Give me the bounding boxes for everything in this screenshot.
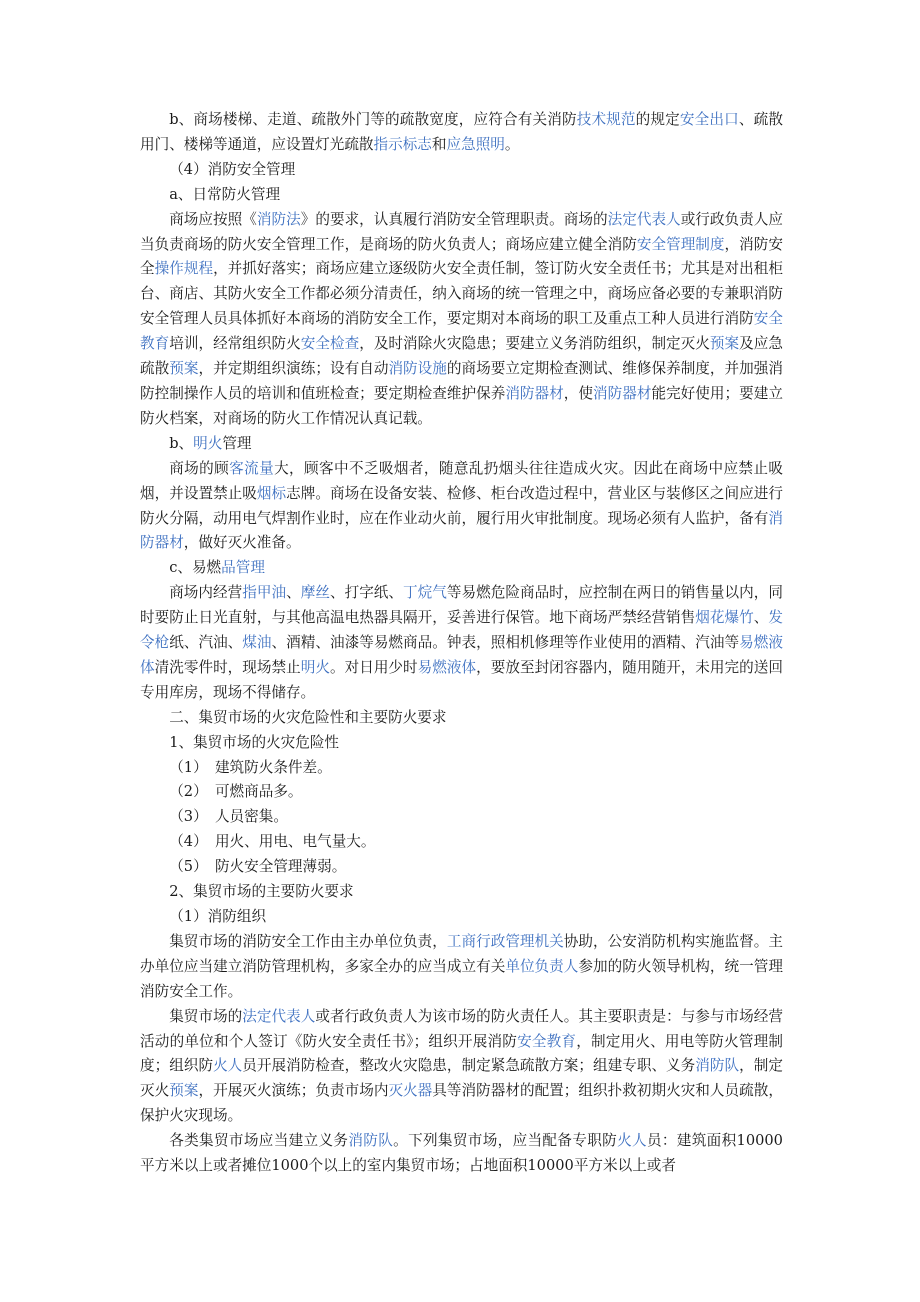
- text-run: 或者行政负责人为该市场的防火责任人。其主要职责是：与参与市场经营活动的单位和个人签订《防火安全责任书》；组织开展消防: [140, 1007, 783, 1050]
- text-run: 的规定: [635, 111, 680, 128]
- text-run: （5） 防火安全管理薄弱。: [169, 858, 347, 876]
- text-run: 具等消防器材的配置；组织扑救初期火灾和人员疏散，保护火灾现场。: [140, 1082, 783, 1125]
- text-run: 管理: [222, 434, 252, 452]
- text-run: 或行政负责人应当负责商场的防火安全管理工作，是商场的防火负责人；商场应建立健全消防: [140, 210, 783, 253]
- text-run: 纸、汽油、: [169, 634, 243, 652]
- text-run: 》的要求，认真履行消防安全管理职责。商场的: [300, 210, 608, 228]
- text-run: 商场应按照《: [169, 210, 257, 228]
- text-run: 大，顾客中不乏吸烟者，随意乱扔烟头往往造成火灾。因此在商场中应禁止吸烟，并设置禁止吸: [140, 459, 783, 502]
- hyperlink[interactable]: 明火: [193, 434, 223, 452]
- text-run: ，消防安全: [140, 235, 783, 278]
- hyperlink[interactable]: 消防队: [348, 1132, 394, 1150]
- text-run: ，做好灭火准备。: [183, 534, 301, 552]
- hyperlink[interactable]: 单位负责人: [505, 957, 579, 975]
- text-run: c、易燃: [169, 559, 222, 577]
- hyperlink[interactable]: 明火: [300, 658, 330, 676]
- text-run: ，制定灭火: [140, 1057, 783, 1100]
- text-run: （2） 可燃商品多。: [169, 783, 303, 801]
- text-run: 。下列集贸市场，应当配备专职防: [393, 1132, 618, 1150]
- text-run: 能完好使用；要建立防火档案，对商场的防火工作情况认真记载。: [140, 384, 783, 427]
- hyperlink[interactable]: 法定代表人: [242, 1007, 316, 1025]
- text-run: 。: [504, 135, 520, 153]
- text-run: 、: [753, 609, 769, 627]
- paragraph: [140, 731, 783, 756]
- text-run: 集贸市场的: [169, 1007, 243, 1025]
- hyperlink[interactable]: 消防器材: [505, 384, 564, 402]
- hyperlink[interactable]: 安全教育: [140, 310, 783, 353]
- hyperlink[interactable]: 安全出口: [679, 111, 739, 128]
- document-page: [140, 108, 783, 1179]
- text-run: 、打字纸、: [329, 584, 404, 602]
- hyperlink[interactable]: 易燃液体: [140, 634, 783, 676]
- hyperlink[interactable]: 烟花爆竹: [695, 609, 754, 627]
- text-run: ，开展灭火演练；负责市场内: [198, 1082, 389, 1100]
- text-run: （1） 建筑防火条件差。: [169, 758, 332, 776]
- text-run: 商场的顾: [169, 459, 230, 477]
- paragraph: [140, 208, 783, 432]
- text-run: 清洗零件时，现场禁止: [154, 658, 301, 676]
- text-run: ，使: [563, 384, 593, 402]
- text-run: 的商场要立定期检查测试、维修保养制度，并加强消防控制操作人员的培训和值班检查；要定期检查维护保养: [140, 360, 783, 402]
- hyperlink[interactable]: 指甲油: [242, 584, 287, 602]
- paragraph: [140, 108, 783, 158]
- hyperlink[interactable]: 安全管理制度: [636, 235, 725, 253]
- hyperlink[interactable]: 发令枪: [140, 609, 783, 652]
- text-run: 2、集贸市场的主要防火要求: [169, 883, 354, 901]
- text-run: 和: [431, 135, 447, 153]
- hyperlink[interactable]: 消防设施: [388, 360, 447, 378]
- hyperlink[interactable]: 摩丝: [300, 584, 330, 602]
- text-run: （3） 人员密集。: [169, 808, 288, 826]
- paragraph: [140, 556, 783, 581]
- text-run: 参加的防火领导机构，统一管理消防安全工作。: [140, 957, 783, 1000]
- hyperlink[interactable]: 操作规程: [154, 260, 214, 278]
- hyperlink[interactable]: 技术规范: [576, 111, 636, 128]
- hyperlink[interactable]: 客流量: [229, 459, 275, 477]
- text-run: 员：建筑面积10000平方米以上或者摊位1000个以上的室内集贸市场；占地面积10000平方米以上或者: [140, 1132, 783, 1175]
- hyperlink[interactable]: 灭火器: [388, 1082, 433, 1100]
- text-run: 、疏散用门、楼梯等通道，应设置灯光疏散: [140, 111, 783, 153]
- text-run: 、: [286, 584, 301, 602]
- hyperlink[interactable]: 消防器材: [140, 509, 783, 552]
- hyperlink[interactable]: 煤油: [242, 634, 272, 652]
- hyperlink[interactable]: 丁烷气: [403, 584, 447, 602]
- paragraph: [140, 183, 783, 208]
- text-run: 、酒精、油漆等易燃商品。钟表，照相机修理等作业使用的酒精、汽油等: [271, 634, 740, 652]
- hyperlink[interactable]: 预案: [169, 360, 199, 378]
- text-run: ，制定用火、用电等防火管理制度；组织防: [140, 1032, 783, 1075]
- text-run: 培训，经常组织防火: [169, 335, 301, 353]
- hyperlink[interactable]: 指示标志: [373, 135, 432, 153]
- text-run: ，并定期组织演练；设有自动: [198, 360, 389, 378]
- paragraph: [140, 855, 783, 880]
- hyperlink[interactable]: 消防法: [256, 210, 301, 228]
- text-run: 志牌。商场在设备安装、检修、柜台改造过程中，营业区与装修区之间应进行防火分隔，动用电气焊割作业时，应在作业动火前，履行用火审批制度。现场必须有人监护，备有: [140, 484, 783, 527]
- paragraph: [140, 805, 783, 830]
- hyperlink[interactable]: 易燃液体: [417, 658, 477, 676]
- text-run: （1）消防组织: [169, 908, 267, 925]
- text-run: b、: [169, 434, 194, 452]
- text-run: 1、集贸市场的火灾危险性: [169, 733, 340, 751]
- hyperlink[interactable]: 法定代表人: [607, 210, 681, 228]
- hyperlink[interactable]: 安全教育: [517, 1032, 577, 1050]
- text-run: 等易燃危险商品时，应控制在两日的销售量以内，同时要防止日光直射，与其他高温电热器具隔开，妥善进行保管。地下商场严禁经营销售: [140, 584, 783, 627]
- text-run: ，及时消除火灾隐患；要建立义务消防组织，制定灭火: [359, 335, 710, 353]
- text-run: 商场内经营: [169, 584, 243, 602]
- paragraph: [140, 1005, 783, 1130]
- text-run: 及应急疏散: [140, 335, 783, 378]
- text-run: b、商场楼梯、走道、疏散外门等的疏散宽度，应符合有关消防: [169, 111, 577, 128]
- hyperlink[interactable]: 应急照明: [446, 135, 505, 153]
- hyperlink[interactable]: 火人: [213, 1057, 243, 1075]
- paragraph: [140, 581, 783, 706]
- paragraph: [140, 457, 783, 557]
- hyperlink[interactable]: 预案: [169, 1082, 199, 1100]
- text-run: （4）消防安全管理: [169, 160, 296, 178]
- text-run: 集贸市场的消防安全工作由主办单位负责，: [169, 932, 447, 950]
- hyperlink[interactable]: 预案: [709, 335, 740, 353]
- hyperlink[interactable]: 消防队: [695, 1057, 740, 1075]
- paragraph: [140, 756, 783, 781]
- paragraph: [140, 880, 783, 905]
- text-run: 。对日用少时: [329, 658, 418, 676]
- paragraph: [140, 905, 783, 930]
- hyperlink[interactable]: 火人: [617, 1132, 647, 1150]
- paragraph: [140, 1129, 783, 1179]
- text-run: 协助，公安消防机构实施监督。主办单位应当建立消防管理机构，多家全办的应当成立有关: [140, 932, 783, 975]
- hyperlink[interactable]: 消防器材: [593, 384, 652, 402]
- hyperlink[interactable]: 安全检查: [300, 335, 360, 353]
- paragraph: [140, 930, 783, 1005]
- paragraph: [140, 780, 783, 805]
- paragraph: [140, 706, 783, 731]
- text-run: ，要放至封闭容器内，随用随开，未用完的送回专用库房，现场不得储存。: [140, 658, 783, 701]
- text-run: 二、集贸市场的火灾危险性和主要防火要求: [169, 708, 447, 726]
- hyperlink[interactable]: 工商行政管理机关: [446, 932, 564, 950]
- paragraph: [140, 432, 783, 457]
- text-run: （4） 用火、用电、电气量大。: [169, 833, 376, 851]
- text-run: a、日常防火管理: [169, 185, 281, 203]
- text-run: 各类集贸市场应当建立义务: [169, 1132, 349, 1150]
- hyperlink[interactable]: 烟标: [256, 484, 287, 502]
- paragraph: [140, 830, 783, 855]
- hyperlink[interactable]: 品管理: [221, 559, 265, 577]
- text-run: ，并抓好落实；商场应建立逐级防火安全责任制，签订防火安全责任书；尤其是对出租柜台、商店、其防火安全工作都必须分清责任，纳入商场的统一管理之中，商场应备必要的专兼职消防安全管理人员具体抓好本商场的消防安全工作，要定期对本商场的职工及重点工种人员进行消防: [140, 260, 783, 328]
- paragraph: [140, 158, 783, 183]
- text-run: 员开展消防检查，整改火灾隐患，制定紧急疏散方案；组建专职、义务: [242, 1057, 696, 1075]
